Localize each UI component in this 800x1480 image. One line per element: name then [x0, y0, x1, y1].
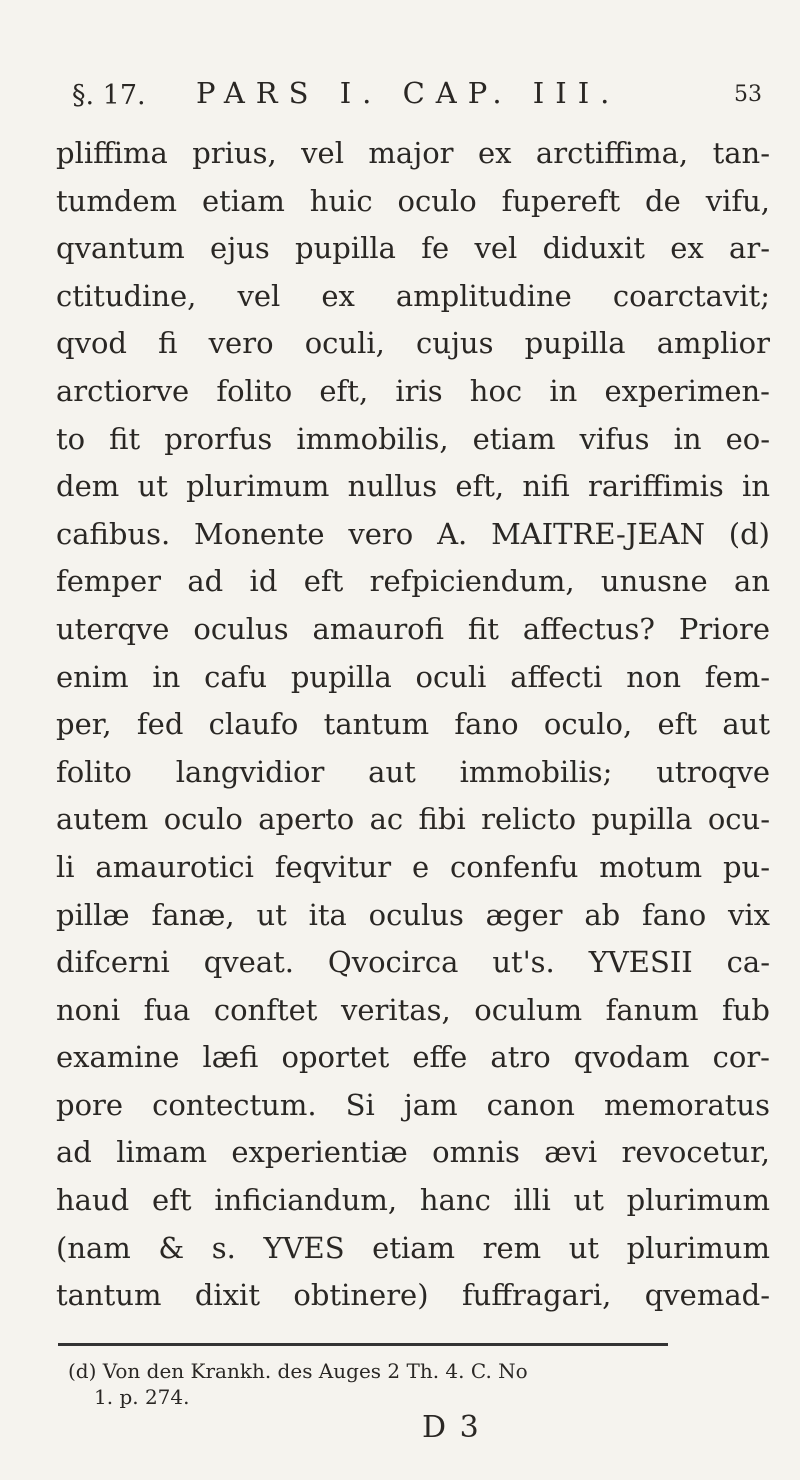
text-line: per, fed claufo tantum fano oculo, eft aut [56, 707, 770, 742]
text-line: dem ut plurimum nullus eft, nifi rariffimis in [56, 469, 770, 504]
text-line: qvantum ejus pupilla fe vel diduxit ex ar- [56, 231, 770, 266]
text-line: cafibus. Monente vero A. MAITRE-JEAN (d) [56, 516, 770, 551]
signature-mark: D 3 [422, 1410, 481, 1445]
part-chapter-title: PARS I. CAP. III. [196, 76, 621, 110]
text-line: folito langvidior aut immobilis; utroqve [56, 754, 770, 789]
text-line: arctiorve folito eft, iris hoc in experimen- [56, 373, 770, 408]
text-line: femper ad id eft refpiciendum, unusne an [56, 564, 770, 599]
text-line: tantum dixit obtinere) fuffragari, qvemad- [56, 1278, 770, 1313]
footnote-line: (d) Von den Krankh. des Auges 2 Th. 4. C. No [68, 1359, 528, 1383]
text-line: qvod fi vero oculi, cujus pupilla amplior [56, 326, 770, 361]
text-line: ctitudine, vel ex amplitudine coarctavit; [56, 278, 770, 313]
text-line: haud eft inficiandum, hanc illi ut plurimum [56, 1183, 770, 1218]
section-number: §. 17. [72, 80, 146, 111]
footnote-divider [58, 1343, 668, 1346]
text-line: difcerni qveat. Qvocirca ut's. YVESII ca- [56, 945, 770, 980]
text-line: to fit prorfus immobilis, etiam vifus in eo- [56, 421, 770, 456]
page-number: 53 [734, 82, 762, 107]
running-header [72, 76, 762, 116]
text-line: examine læfi oportet effe atro qvodam cor- [56, 1040, 770, 1075]
text-line: pillæ fanæ, ut ita oculus æger ab fano vix [56, 897, 770, 932]
footnote-line: 1. p. 274. [94, 1385, 190, 1409]
text-line: pliffima prius, vel major ex arctiffima, tan- [56, 136, 770, 170]
footnote [68, 1358, 708, 1410]
text-line: enim in cafu pupilla oculi affecti non fem- [56, 659, 770, 694]
text-line: pore contectum. Si jam canon memoratus [56, 1087, 770, 1122]
text-line: uterqve oculus amaurofi fit affectus? Priore [56, 611, 770, 646]
text-line: li amaurotici feqvitur e confenfu motum pu- [56, 849, 770, 884]
text-line: tumdem etiam huic oculo fupereft de vifu, [56, 183, 770, 218]
text-line: noni fua conftet veritas, oculum fanum fub [56, 992, 770, 1027]
text-line: (nam & s. YVES etiam rem ut plurimum [56, 1230, 770, 1265]
text-line: autem oculo aperto ac fibi relicto pupilla ocu- [56, 802, 770, 837]
body-text [56, 130, 770, 1320]
text-line: ad limam experientiæ omnis ævi revocetur, [56, 1135, 770, 1170]
